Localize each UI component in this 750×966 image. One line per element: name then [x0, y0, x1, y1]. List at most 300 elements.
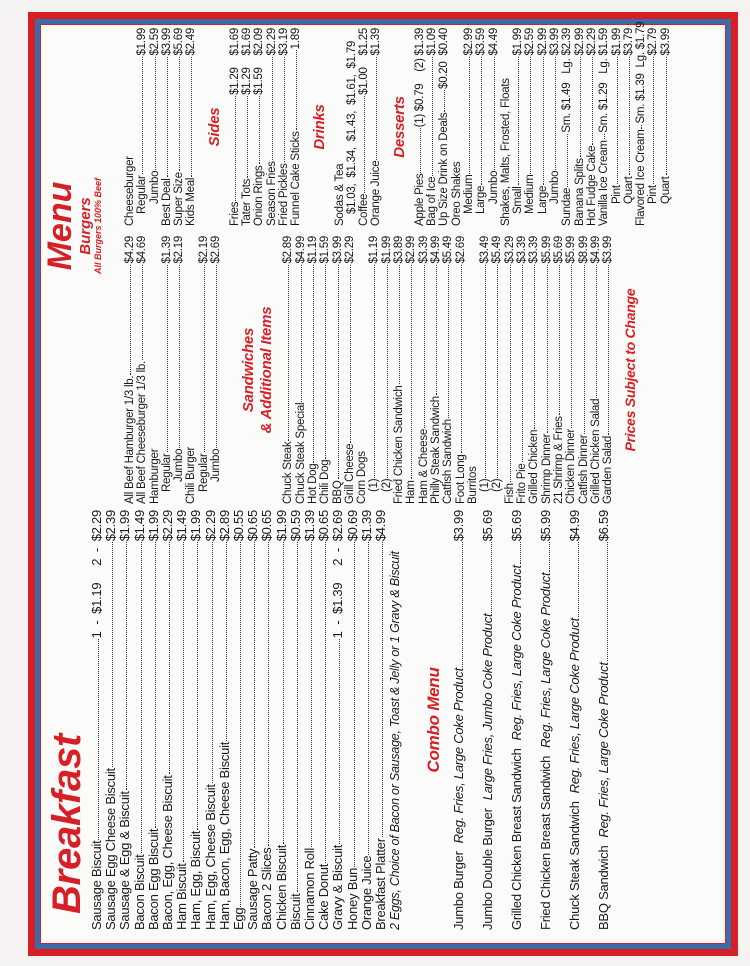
item-price: $1.99	[273, 510, 289, 542]
combo-list	[452, 510, 611, 930]
dot-leader	[179, 265, 180, 448]
dot-leader	[432, 57, 433, 176]
menu-item	[586, 28, 598, 226]
item-name: Sausage & Egg & Biscuit	[117, 791, 133, 930]
item-price: $0.65	[245, 510, 261, 542]
dot-leader	[284, 57, 285, 163]
item-price: $2.89	[282, 236, 295, 264]
dot-leader	[183, 542, 184, 862]
combo-item	[481, 510, 495, 930]
item-price: $2.29	[265, 28, 278, 56]
dot-leader	[313, 265, 314, 463]
menu-item	[451, 28, 463, 226]
item-name: Fries	[228, 201, 241, 226]
dot-leader	[155, 542, 156, 827]
dot-leader	[167, 265, 168, 453]
item-name: Regular	[160, 453, 173, 492]
menu-item	[124, 236, 136, 504]
menu-item	[414, 28, 426, 226]
item-price: $3.19	[277, 28, 290, 56]
menu-item	[611, 28, 623, 226]
item-price: $3.79	[622, 28, 635, 56]
dot-leader	[235, 96, 236, 201]
dot-leader	[578, 542, 579, 617]
menu-item	[635, 21, 648, 226]
item-name: Fish	[503, 483, 516, 504]
item-name: Catfish Sandwich	[442, 419, 455, 504]
menu-item	[133, 510, 147, 930]
dot-leader	[607, 542, 608, 661]
item-price: $2.59	[148, 28, 161, 56]
item-price: $5.99	[540, 236, 553, 264]
breakfast-title: Breakfast	[45, 733, 89, 914]
menu-item	[574, 28, 586, 226]
item-name: Breakfast Platter	[373, 838, 389, 930]
item-name: Onion Rings	[253, 165, 266, 226]
dot-leader	[520, 542, 521, 564]
breakfast-column	[44, 510, 626, 930]
menu-item	[393, 236, 405, 504]
item-price: $2.59	[524, 28, 537, 56]
dot-leader	[197, 542, 198, 830]
menu-item	[516, 236, 528, 504]
item-name: Ham, Egg, Biscuit	[188, 830, 204, 930]
item-price: $0.65	[259, 510, 275, 542]
item-name: Ham	[405, 480, 418, 504]
menu-item	[553, 236, 565, 504]
dot-leader	[518, 57, 519, 186]
combo-description: Large Fries, Jumbo Coke Product	[480, 613, 496, 801]
middle-column	[94, 236, 638, 504]
item-price: $2.29	[343, 236, 356, 264]
item-price: $5.49	[491, 236, 504, 264]
menu-item	[210, 236, 222, 504]
dot-leader	[522, 265, 523, 463]
item-price: $4.99	[294, 236, 307, 264]
menu-item	[260, 510, 274, 930]
item-price: $1.03, $1.34, $1.43, $1.61, $1.79	[345, 41, 358, 214]
desserts-list	[413, 21, 672, 226]
menu-item	[623, 28, 635, 226]
menu-item	[275, 510, 289, 930]
item-price: $0.59	[287, 510, 303, 542]
menu-item	[463, 28, 475, 226]
menu-item	[218, 510, 232, 930]
dot-leader	[494, 57, 495, 170]
item-price: $2.99	[573, 28, 586, 56]
menu-item	[319, 236, 331, 504]
item-name: Bacon Egg Biscuit	[145, 828, 161, 930]
combo-price: $5.69	[509, 510, 525, 542]
item-name: Bag of Ice	[426, 176, 439, 226]
item-price: $5.69	[552, 236, 565, 264]
dot-leader	[497, 265, 498, 478]
dot-leader	[297, 542, 298, 892]
menu-item	[331, 510, 345, 930]
item-name: Catfish Dinner	[577, 434, 590, 504]
combo-item	[510, 510, 524, 930]
menu-item	[266, 28, 278, 226]
dot-leader	[126, 542, 127, 790]
item-name: Hot Fudge Cake	[585, 145, 598, 226]
dot-leader	[226, 542, 227, 741]
drinks-list	[334, 28, 383, 226]
item-price: $2.89	[216, 510, 232, 542]
dot-leader	[399, 265, 400, 385]
menu-item	[598, 28, 610, 226]
item-price: $2.19	[197, 236, 210, 264]
sides-title: Sides	[205, 107, 223, 147]
dot-leader	[530, 57, 531, 174]
item-price: $1.29 $1.69	[228, 28, 241, 95]
item-name: Funnel Cake Sticks	[290, 131, 303, 226]
item-name: Pint	[647, 185, 660, 204]
item-name: Chicken Biscuit	[273, 844, 289, 930]
dot-leader	[549, 542, 550, 571]
item-name: Ham, Bacon, Egg, Cheese Biscuit	[216, 741, 232, 930]
menu-item	[368, 236, 380, 504]
combo-description: Reg. Fries, Large Coke Product	[567, 618, 583, 794]
item-price: $3.89	[393, 236, 406, 264]
menu-item	[118, 510, 132, 930]
dot-leader	[179, 57, 180, 172]
sandwiches-list	[282, 236, 614, 504]
combo-description: Reg. Fries, Large Coke Product	[538, 572, 554, 748]
menu-item	[528, 236, 540, 504]
item-name: Kids Meal	[185, 177, 198, 226]
item-name: Medium	[524, 174, 537, 214]
menu-item	[565, 236, 577, 504]
item-name: Grill Cheese	[343, 443, 356, 504]
menu-item	[173, 236, 185, 504]
menu-item	[204, 510, 218, 930]
item-price: $0.65	[316, 510, 332, 542]
menu-item	[149, 28, 161, 226]
menu-item	[344, 236, 356, 504]
item-name: Large	[536, 185, 549, 214]
item-name: Cinnamon Roll	[302, 847, 318, 930]
burgers-title: Burgers	[77, 197, 94, 255]
combo-price: $5.99	[538, 510, 554, 542]
dot-leader	[155, 57, 156, 170]
item-price: $3.39	[516, 236, 529, 264]
dot-leader	[629, 57, 630, 176]
sandwiches-title-line1: Sandwiches	[240, 327, 258, 413]
menu-item	[303, 510, 317, 930]
dot-leader	[604, 134, 605, 140]
dot-leader	[547, 265, 548, 433]
item-price: $2.99	[536, 28, 549, 56]
menu-item	[147, 510, 161, 930]
item-price: $3.39	[528, 236, 541, 264]
dot-leader	[461, 265, 462, 454]
menu-item	[467, 236, 479, 504]
dot-leader	[130, 265, 131, 375]
menu-item	[537, 28, 549, 226]
menu-item	[475, 28, 487, 226]
item-name: Grilled Chicken Salad	[589, 398, 602, 504]
item-price: $1.59	[319, 236, 332, 264]
item-price: (1) $0.79 (2) $1.39	[413, 28, 426, 128]
item-price: $1.49	[174, 510, 190, 542]
menu-item	[189, 510, 203, 930]
item-name: Shrimp Dinner	[540, 433, 553, 504]
item-name: Fried Chicken Sandwich	[393, 385, 406, 504]
menu-item	[430, 236, 442, 504]
item-price: $1.39	[160, 236, 173, 264]
dot-leader	[444, 90, 445, 112]
menu-item	[104, 510, 118, 930]
menu-item	[282, 236, 294, 504]
item-price: $1.39	[370, 28, 383, 56]
item-name: Biscuit	[287, 893, 303, 930]
item-name: Regular	[197, 453, 210, 492]
item-name: Coffee	[358, 193, 371, 226]
item-name: 21 Shrimp & Fries	[552, 416, 565, 504]
item-price: $1.49	[131, 510, 147, 542]
item-price: $2.49	[185, 28, 198, 56]
menu-item	[561, 28, 573, 226]
item-price: $3.99	[331, 236, 344, 264]
dot-leader	[339, 639, 340, 844]
item-name: Bacon, Egg, Cheese Biscuit	[160, 775, 176, 930]
item-name: Jumbo	[549, 170, 562, 204]
menu-item	[307, 236, 319, 504]
menu-title: Menu	[41, 181, 79, 271]
dot-leader	[368, 542, 369, 854]
item-price: $2.29	[202, 510, 218, 542]
menu-item	[149, 236, 161, 504]
menu-item	[660, 28, 672, 226]
dot-leader	[448, 265, 449, 419]
item-name: Ham & Cheese	[417, 429, 430, 504]
item-name: Egg	[231, 907, 247, 930]
item-price: $1.19	[306, 236, 319, 264]
item-name: Pint	[610, 185, 623, 204]
menu-item	[370, 28, 382, 226]
menu-item	[161, 28, 173, 226]
item-price: $2.29	[160, 510, 176, 542]
dot-leader	[364, 96, 365, 193]
item-name: Chicken Dinner	[565, 428, 578, 504]
item-name: Oreo Shakes	[450, 161, 463, 226]
item-price: $3.39	[417, 236, 430, 264]
menu-item	[161, 236, 173, 504]
item-price: $3.99	[549, 28, 562, 56]
item-name: Sausage Patty	[245, 848, 261, 930]
item-name: Banana Splits	[573, 158, 586, 226]
menu-item	[124, 28, 136, 226]
item-name: Orange Juice	[358, 855, 374, 930]
burgers-subtitle: All Burgers 100% Beef	[93, 177, 103, 275]
item-price: $1.99	[380, 236, 393, 264]
menu-item	[136, 236, 148, 504]
item-price: 1.89	[290, 28, 303, 50]
item-price: $1.99	[145, 510, 161, 542]
item-price: $2.79	[647, 28, 660, 56]
dot-leader	[534, 265, 535, 429]
menu-item	[185, 28, 197, 226]
item-price: Sm. $1.49 Lg. $2.39	[561, 28, 574, 133]
dot-leader	[254, 542, 255, 847]
item-price: 1 - $1.39 2 - $2.69	[330, 510, 346, 639]
combo-description: Reg. Fries, Large Coke Product	[451, 668, 467, 844]
item-name: Quart	[622, 176, 635, 204]
dot-leader	[436, 265, 437, 396]
sides-list	[229, 28, 303, 226]
dot-leader	[666, 57, 667, 176]
dot-leader	[216, 265, 217, 448]
dot-leader	[288, 265, 289, 441]
breakfast-list	[90, 510, 388, 930]
menu-item	[334, 28, 346, 226]
menu-item	[253, 28, 265, 226]
item-name: Small	[512, 186, 525, 214]
combo-description: Reg. Fries, Large Coke Product	[509, 565, 525, 741]
menu-item	[549, 28, 561, 226]
item-price: $4.99	[589, 236, 602, 264]
menu-item	[374, 510, 388, 930]
combo-price: $6.59	[596, 510, 612, 542]
dot-leader	[491, 542, 492, 612]
item-price: $4.29	[124, 236, 136, 264]
item-price: $2.19	[173, 236, 186, 264]
item-price: $2.69	[210, 236, 223, 264]
dot-leader	[481, 57, 482, 185]
combo-name: BBQ Sandwich	[596, 845, 612, 930]
menu-item	[647, 28, 659, 226]
combo-price: $3.99	[451, 510, 467, 542]
item-name: Chili Burger	[185, 446, 198, 504]
dot-leader	[240, 542, 241, 906]
menu-item	[500, 28, 512, 226]
item-price: $5.69	[173, 28, 186, 56]
drinks-title: Drinks	[310, 104, 328, 150]
item-price: $2.99	[405, 236, 418, 264]
combo-item	[568, 510, 582, 930]
item-name: Apple Pies	[413, 173, 426, 226]
item-price: $3.59	[475, 28, 488, 56]
menu-item	[358, 28, 370, 226]
item-name: (2)	[380, 478, 393, 492]
menu-item	[295, 236, 307, 504]
dot-leader	[167, 57, 168, 178]
item-price: $2.99	[462, 28, 475, 56]
combo-price: $4.99	[567, 510, 583, 542]
item-name: Chili Dog	[319, 459, 332, 504]
menu-item	[602, 236, 614, 504]
menu-item	[346, 28, 358, 226]
item-name: Jumbo	[148, 170, 161, 204]
item-name: All Beef Cheeseburger 1/3 lb.	[136, 361, 149, 504]
dot-leader	[608, 265, 609, 436]
dot-leader	[141, 542, 142, 853]
item-price: $1.99	[188, 510, 204, 542]
item-name: Large	[475, 185, 488, 214]
dot-leader	[311, 542, 312, 847]
dot-leader	[653, 57, 654, 185]
item-price: Sm. $1.29 Lg. $1.59	[598, 28, 611, 133]
dot-leader	[169, 542, 170, 774]
burgers-list-b	[124, 28, 198, 226]
item-name: Medium	[462, 174, 475, 214]
item-name: Up Size Drink on Deals	[438, 112, 451, 226]
item-name: Cake Donut	[316, 863, 332, 930]
item-name: Vanilla Ice Cream	[598, 140, 611, 226]
dot-leader	[596, 265, 597, 398]
item-price: $3.49	[479, 236, 492, 264]
item-name: Corn Dogs	[356, 451, 369, 504]
dot-leader	[272, 57, 273, 161]
item-name: Ham Biscuit	[174, 863, 190, 930]
dot-leader	[592, 57, 593, 145]
item-name: Tater Tots	[241, 178, 254, 226]
item-name: Sausage Biscuit	[89, 840, 104, 930]
item-name: Burritos	[466, 466, 479, 504]
item-price: $8.99	[577, 236, 590, 264]
combo-item	[452, 510, 466, 930]
combo-name: Jumbo Double Burger	[480, 808, 496, 930]
item-name: Frito Pie	[516, 463, 529, 504]
item-price: $1.09	[426, 28, 439, 56]
dot-leader	[247, 96, 248, 178]
menu-item	[405, 236, 417, 504]
item-name: Chuck Steak	[282, 441, 295, 504]
item-price: $4.99	[429, 236, 442, 264]
menu-item	[232, 510, 246, 930]
item-price: $3.99	[160, 28, 173, 56]
menu-item	[346, 510, 360, 930]
menu-item	[504, 236, 516, 504]
item-price: $1.39	[358, 510, 374, 542]
item-price: $4.49	[487, 28, 500, 56]
combo-name: Chuck Steak Sandwich	[567, 801, 583, 930]
item-name: Honey Bun	[344, 867, 360, 930]
item-price: $1.39	[302, 510, 318, 542]
combo-item	[597, 510, 611, 930]
item-price: $1.19	[368, 236, 381, 264]
dot-leader	[617, 57, 618, 185]
dot-leader	[268, 542, 269, 846]
dot-leader	[259, 96, 260, 165]
dot-leader	[411, 265, 412, 480]
dot-leader	[325, 542, 326, 863]
item-name: Sausage Egg Cheese Biscuit	[103, 768, 119, 930]
item-price: $2.39	[103, 510, 119, 542]
menu-item	[541, 236, 553, 504]
menu-item	[278, 28, 290, 226]
menu-item	[590, 236, 602, 504]
desserts-title: Desserts	[390, 96, 408, 158]
menu-item	[229, 28, 241, 226]
item-name: Super Size	[173, 172, 186, 226]
combo-name: Grilled Chicken Breast Sandwich	[509, 748, 525, 930]
menu-item	[161, 510, 175, 930]
dot-leader	[374, 265, 375, 478]
dot-leader	[571, 265, 572, 428]
dot-leader	[376, 57, 377, 160]
item-name: Jumbo	[210, 448, 223, 482]
item-name: Quart	[659, 176, 672, 204]
right-column	[94, 21, 672, 226]
item-price: $5.99	[565, 236, 578, 264]
item-name: Cheeseburger	[124, 156, 136, 226]
dot-leader	[212, 542, 213, 783]
dot-leader	[420, 128, 421, 172]
dot-leader	[191, 57, 192, 177]
menu-item	[578, 236, 590, 504]
dot-leader	[325, 265, 326, 459]
